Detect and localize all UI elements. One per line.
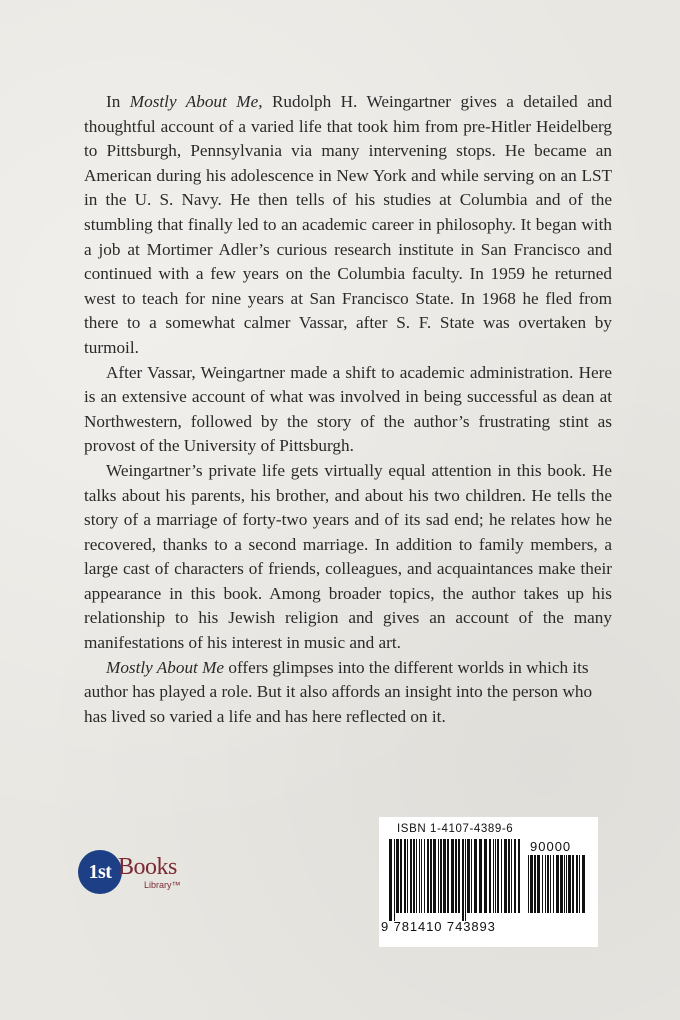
logo-circle: 1st xyxy=(78,850,122,894)
barcode-bar xyxy=(467,839,470,913)
barcode-bar xyxy=(394,839,395,921)
barcode-bar xyxy=(572,855,574,913)
barcode-bar xyxy=(497,839,499,913)
ean13-bars xyxy=(389,839,521,921)
blurb-paragraph-4 xyxy=(84,656,612,730)
barcode-bar xyxy=(489,839,491,913)
barcode-bar xyxy=(545,855,546,913)
barcode-bar xyxy=(413,839,415,913)
barcode-bar xyxy=(447,839,449,913)
barcode-bar xyxy=(495,839,496,913)
blurb-lead: In xyxy=(106,92,130,111)
barcode-bar xyxy=(508,839,510,913)
book-title-italic: Mostly About Me xyxy=(129,92,259,111)
barcode-bar xyxy=(404,839,406,913)
barcode-bar xyxy=(547,855,549,913)
barcode-digits: 9 781410 743893 xyxy=(381,919,496,934)
barcode-bar xyxy=(568,855,571,913)
barcode-bar xyxy=(582,855,585,913)
barcode-bar xyxy=(455,839,457,913)
barcode-bar xyxy=(462,839,464,921)
barcode-bar xyxy=(438,839,439,913)
barcode-bar xyxy=(564,855,565,913)
barcode-bar xyxy=(424,839,425,913)
barcode-bar xyxy=(440,839,442,913)
barcode-bar xyxy=(389,839,392,921)
barcode-bar xyxy=(474,839,477,913)
book-title-italic: Mostly About Me xyxy=(106,657,225,677)
barcode-bar xyxy=(501,839,502,913)
blurb-paragraph-1-text: , Rudolph H. Weingartner gives a detailed and thoughtful account of a varied life that took him from pre-Hitler Heidelberg to Pittsburgh, Pennsylvania via many intervening stops. He became an American during his adolescence in New York and while serving on an LST in the U. S. Navy. He then tells of his studies at Columbia and of the stumbling that finally led to an academic career in philosophy. It began with a job at Mortimer Adler’s curious research institute in San Francisco and continued with a few years on the Columbia faculty. In 1959 he returned west to teach for nine years at San Francisco State. In 1968 he fled from there to a somewhat calmer Vassar, after S. F. State was overtaken by turmoil. xyxy=(84,92,612,357)
barcode-bar xyxy=(537,855,540,913)
barcode-bar xyxy=(534,855,536,913)
barcode-bar xyxy=(458,839,460,913)
addon-bars xyxy=(528,855,588,921)
barcode-bar xyxy=(514,839,516,913)
addon-number: 90000 xyxy=(530,839,572,854)
blurb-paragraph-2: After Vassar, Weingartner made a shift to academic administration. Here is an extensive account of what was involved in being successful as dean at Northwestern, followed by the story of the author’s frustrating stint as provost of the University of Pittsburgh. xyxy=(84,362,612,456)
barcode-bar xyxy=(553,855,554,913)
barcode-bar xyxy=(504,839,507,913)
barcode-bar xyxy=(550,855,551,913)
barcode-bar xyxy=(407,839,408,913)
barcode-bar xyxy=(518,839,520,913)
barcode-bar xyxy=(410,839,412,913)
isbn-label: ISBN 1-4107-4389-6 xyxy=(397,823,514,835)
blurb-paragraph-4-text: offers glimpses into the different worlds in which its author has played a role. But it also affords an insight into the person who has lived so varied a life and has here reflected on it. xyxy=(84,657,593,726)
barcode-bar xyxy=(396,839,399,913)
isbn-barcode xyxy=(379,817,598,947)
blurb-paragraph-1 xyxy=(84,90,612,361)
barcode-bar xyxy=(416,839,417,913)
barcode-bar xyxy=(576,855,578,913)
barcode-bar xyxy=(556,855,559,913)
barcode-bar xyxy=(427,839,429,913)
blurb-paragraph-3: Weingartner’s private life gets virtually equal attention in this book. He talks about his parents, his brother, and about his two children. He tells the story of a marriage of forty-two years and of its sad end; he relates how he recovered, thanks to a second marriage. In addition to family members, a large cast of characters of friends, colleagues, and acquaintances make their appearance in this book. Among broader topics, the author takes up his relationship to his Jewish religion and gives an account of the many manifestations of his interest in music and art. xyxy=(84,460,612,653)
logo-books-text: Books xyxy=(118,854,177,880)
barcode-bar xyxy=(419,839,420,913)
barcode-bar xyxy=(479,839,482,913)
barcode-bar xyxy=(493,839,494,913)
barcode-bar xyxy=(511,839,512,913)
barcode-bar xyxy=(443,839,446,913)
publisher-logo xyxy=(78,850,188,898)
barcode-bar xyxy=(421,839,422,913)
barcode-bar xyxy=(484,839,487,913)
barcode-bar xyxy=(579,855,580,913)
barcode-bar xyxy=(528,855,529,913)
back-cover-blurb xyxy=(84,90,612,729)
barcode-bar xyxy=(430,839,432,913)
barcode-bar xyxy=(560,855,563,913)
barcode-bar xyxy=(433,839,436,913)
barcode-bar xyxy=(542,855,543,913)
barcode-bar xyxy=(566,855,567,913)
barcode-bar xyxy=(400,839,402,913)
barcode-bar xyxy=(465,839,466,921)
logo-library-text: Library™ xyxy=(144,880,181,890)
barcode-bar xyxy=(471,839,472,913)
barcode-bar xyxy=(451,839,454,913)
barcode-bar xyxy=(530,855,533,913)
